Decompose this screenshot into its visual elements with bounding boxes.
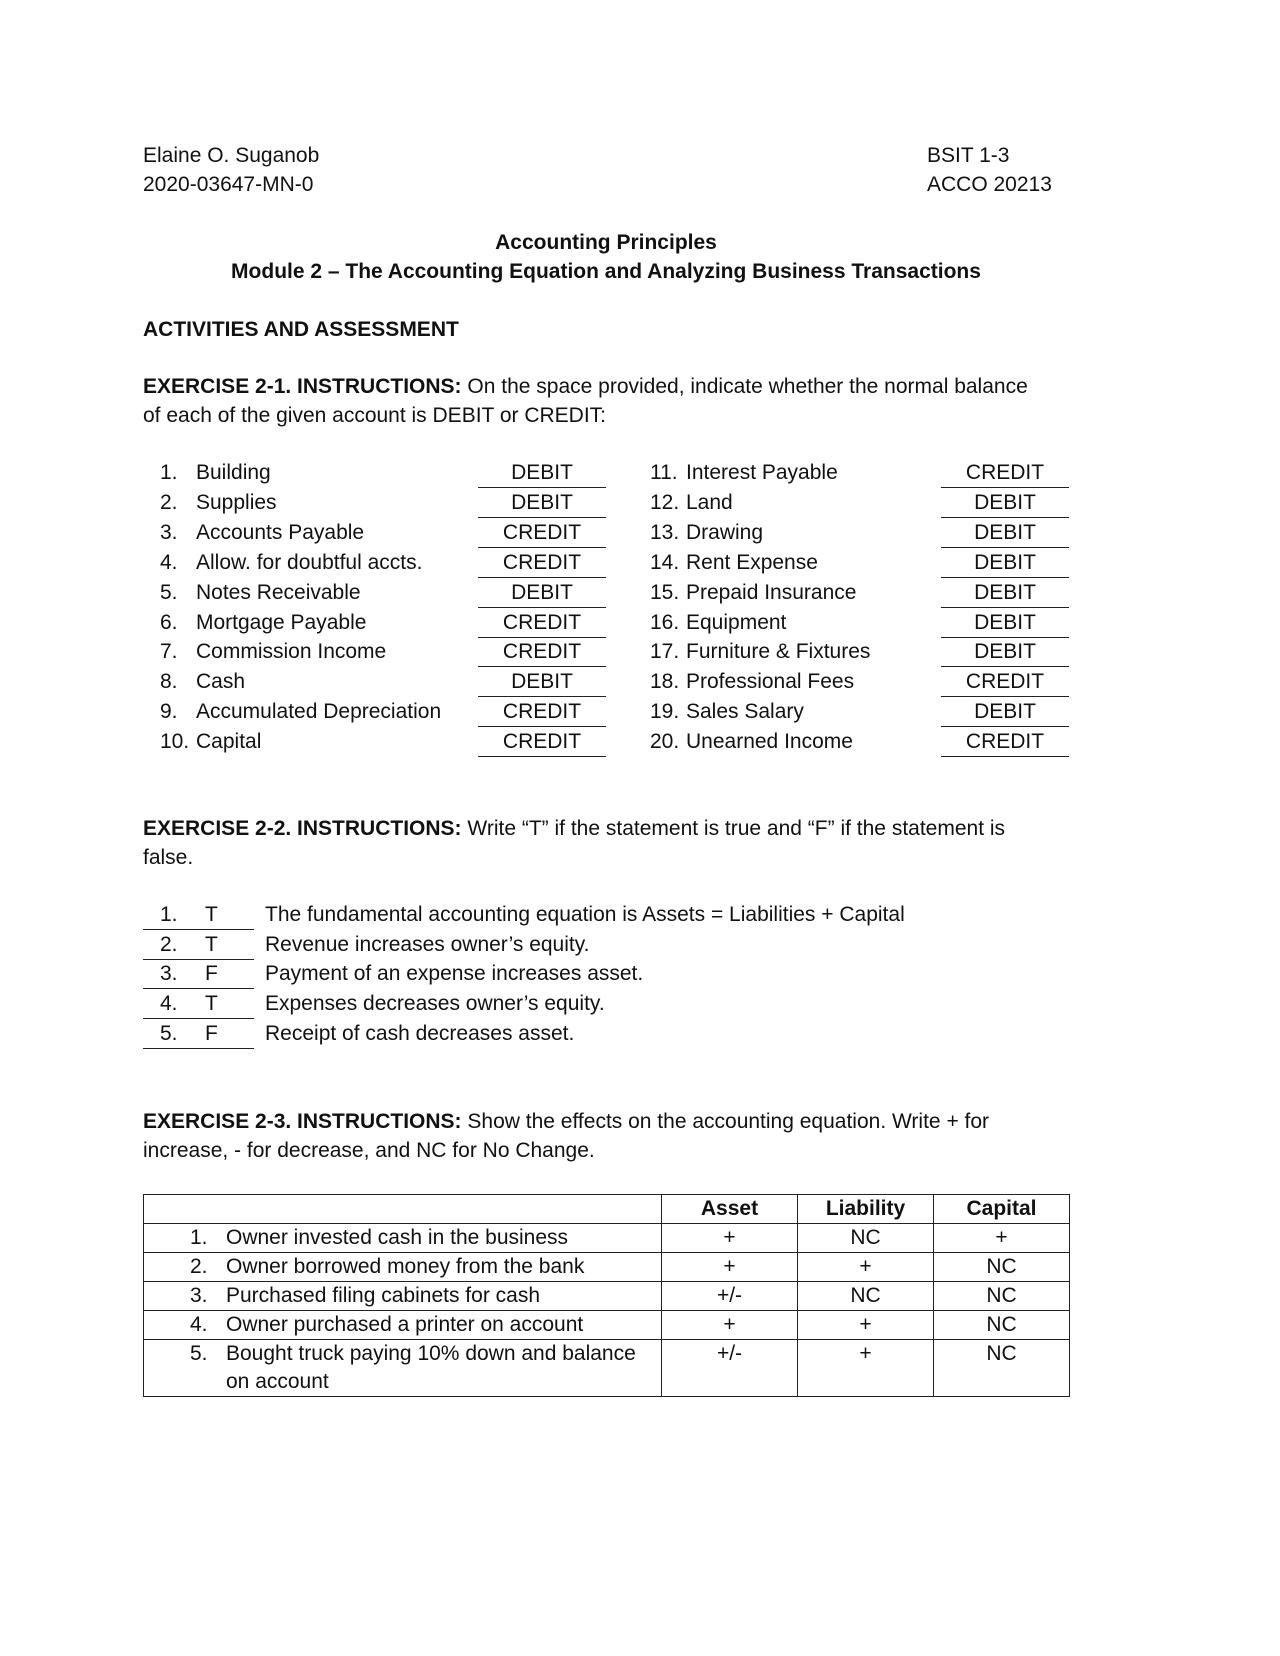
normal-balance-answer: CREDIT (478, 697, 606, 727)
section: BSIT 1-3 (927, 144, 1010, 167)
transaction-description (144, 1253, 662, 1282)
normal-balance-answer: DEBIT (478, 488, 606, 518)
effect-capital: + (934, 1224, 1070, 1253)
normal-balance-answer: DEBIT (941, 548, 1069, 578)
normal-balance-answer: CREDIT (941, 667, 1069, 697)
item-number: 8. (160, 670, 178, 694)
item-number: 7. (160, 640, 178, 664)
item-number: 11. (650, 461, 678, 484)
transaction-number: 2. (190, 1255, 208, 1278)
account-name: Furniture & Fixtures (686, 640, 871, 664)
account-name: Building (196, 461, 271, 484)
document-title: Accounting Principles (495, 231, 717, 254)
item-number: 2. (160, 932, 178, 956)
ex1-instructions (143, 372, 1028, 402)
statement: Payment of an expense increases asset. (265, 962, 644, 986)
item-number: 14. (650, 550, 680, 574)
account-name: Notes Receivable (196, 580, 361, 604)
normal-balance-answer: DEBIT (941, 488, 1069, 518)
true-false-answer: F (205, 1021, 218, 1045)
ex3-instructions-cont: increase, - for decrease, and NC for No Change. (143, 1139, 595, 1162)
effect-capital: NC (934, 1311, 1070, 1340)
effect-liability: + (798, 1253, 934, 1282)
ex1-instructions-cont: of each of the given account is DEBIT or CREDIT: (143, 404, 606, 427)
transaction-text: Owner invested cash in the business (226, 1226, 569, 1249)
account-name: Cash (196, 670, 246, 694)
true-false-answer: T (205, 903, 218, 926)
effect-liability: + (798, 1340, 934, 1397)
statement: Revenue increases owner’s equity. (265, 932, 590, 956)
normal-balance-answer: DEBIT (941, 697, 1069, 727)
true-false-answer: T (205, 992, 218, 1016)
item-number: 6. (160, 610, 178, 634)
normal-balance-answer: DEBIT (941, 578, 1069, 608)
effect-asset: + (662, 1224, 798, 1253)
normal-balance-answer: CREDIT (478, 518, 606, 548)
normal-balance-answer: DEBIT (941, 637, 1069, 667)
transaction-description (144, 1282, 662, 1311)
table-header-row (144, 1195, 1070, 1224)
item-number: 4. (160, 550, 178, 574)
account-name: Drawing (686, 520, 764, 544)
normal-balance-answer: CREDIT (478, 637, 606, 667)
transaction-text: Owner borrowed money from the bank (226, 1255, 585, 1278)
normal-balance-answer: DEBIT (478, 578, 606, 608)
account-name: Prepaid Insurance (686, 580, 857, 604)
account-name: Sales Salary (686, 700, 804, 724)
normal-balance-answer: CREDIT (478, 727, 606, 757)
transaction-description (144, 1340, 662, 1397)
item-number: 3. (160, 962, 178, 986)
account-name: Supplies (196, 490, 277, 514)
student-number: 2020-03647-MN-0 (143, 173, 314, 196)
ex2-instructions (143, 814, 1005, 844)
item-number: 13. (650, 520, 680, 544)
course-code: ACCO 20213 (927, 173, 1052, 196)
header-blank (144, 1195, 662, 1224)
account-name: Equipment (686, 610, 787, 634)
effect-capital: NC (934, 1253, 1070, 1282)
ex3-instructions (143, 1107, 989, 1137)
document-subtitle: Module 2 – The Accounting Equation and Analyzing Business Transactions (231, 260, 981, 283)
header-liability: Liability (798, 1195, 934, 1224)
table-row (144, 1340, 1070, 1397)
ex3-table (143, 1194, 1070, 1397)
section-heading: ACTIVITIES AND ASSESSMENT (143, 318, 459, 341)
effect-liability: + (798, 1311, 934, 1340)
effect-liability: NC (798, 1282, 934, 1311)
table-row (144, 1282, 1070, 1311)
table-row (144, 1224, 1070, 1253)
statement: Expenses decreases owner’s equity. (265, 992, 605, 1016)
ex2-text: Write “T” if the statement is true and “F” if the statement is (467, 817, 1006, 840)
item-number: 17. (650, 640, 680, 664)
effect-asset: + (662, 1311, 798, 1340)
transaction-text: Owner purchased a printer on account (226, 1313, 584, 1336)
effect-asset: + (662, 1253, 798, 1282)
item-number: 1. (160, 461, 178, 484)
true-false-answer: F (205, 962, 218, 986)
effect-asset: +/- (662, 1340, 798, 1397)
normal-balance-answer: DEBIT (478, 458, 606, 488)
item-number: 5. (160, 1021, 178, 1045)
item-number: 12. (650, 490, 680, 514)
item-number: 3. (160, 520, 178, 544)
account-name: Unearned Income (686, 730, 853, 754)
effect-asset: +/- (662, 1282, 798, 1311)
header-capital: Capital (934, 1195, 1070, 1224)
ex2-label: EXERCISE 2-2. INSTRUCTIONS: (143, 817, 462, 840)
account-name: Accumulated Depreciation (196, 700, 442, 724)
statement: Receipt of cash decreases asset. (265, 1021, 575, 1045)
transaction-number: 5. (190, 1342, 208, 1365)
item-number: 15. (650, 580, 680, 604)
table-row (144, 1253, 1070, 1282)
transaction-text: Purchased filing cabinets for cash (226, 1284, 541, 1307)
transaction-number: 1. (190, 1226, 208, 1249)
transaction-number: 3. (190, 1284, 208, 1307)
item-number: 16. (650, 610, 680, 634)
effect-capital: NC (934, 1340, 1070, 1397)
normal-balance-answer: CREDIT (478, 608, 606, 638)
ex1-text: On the space provided, indicate whether the normal balance (467, 375, 1028, 398)
item-number: 1. (160, 903, 178, 926)
ex2-instructions-cont: false. (143, 846, 194, 869)
account-name: Mortgage Payable (196, 610, 367, 634)
normal-balance-answer: CREDIT (941, 727, 1069, 757)
account-name: Accounts Payable (196, 520, 365, 544)
normal-balance-answer: CREDIT (941, 458, 1069, 488)
true-false-answer: T (205, 932, 218, 956)
item-number: 19. (650, 700, 680, 724)
ex3-label: EXERCISE 2-3. INSTRUCTIONS: (143, 1110, 462, 1133)
normal-balance-answer: DEBIT (941, 518, 1069, 548)
header-asset: Asset (662, 1195, 798, 1224)
item-number: 5. (160, 580, 178, 604)
item-number: 4. (160, 992, 178, 1016)
effect-liability: NC (798, 1224, 934, 1253)
account-name: Rent Expense (686, 550, 818, 574)
item-number: 9. (160, 700, 178, 724)
account-name: Capital (196, 730, 262, 754)
item-number: 2. (160, 490, 178, 514)
account-name: Land (686, 490, 733, 514)
account-name: Interest Payable (686, 461, 838, 484)
account-name: Professional Fees (686, 670, 855, 694)
normal-balance-answer: CREDIT (478, 548, 606, 578)
statement: The fundamental accounting equation is Assets = Liabilities + Capital (265, 903, 905, 926)
item-number: 20. (650, 730, 680, 754)
student-name: Elaine O. Suganob (143, 144, 320, 167)
normal-balance-answer: DEBIT (941, 608, 1069, 638)
item-number: 10. (160, 730, 190, 754)
item-number: 18. (650, 670, 680, 694)
transaction-description (144, 1224, 662, 1253)
ex3-text: Show the effects on the accounting equation. Write + for (467, 1110, 990, 1133)
ex1-label: EXERCISE 2-1. INSTRUCTIONS: (143, 375, 462, 398)
account-name: Allow. for doubtful accts. (196, 550, 423, 574)
effect-capital: NC (934, 1282, 1070, 1311)
table-row (144, 1311, 1070, 1340)
transaction-text: Bought truck paying 10% down and balance on account (226, 1342, 636, 1393)
transaction-description (144, 1311, 662, 1340)
normal-balance-answer: DEBIT (478, 667, 606, 697)
account-name: Commission Income (196, 640, 387, 664)
transaction-number: 4. (190, 1313, 208, 1336)
